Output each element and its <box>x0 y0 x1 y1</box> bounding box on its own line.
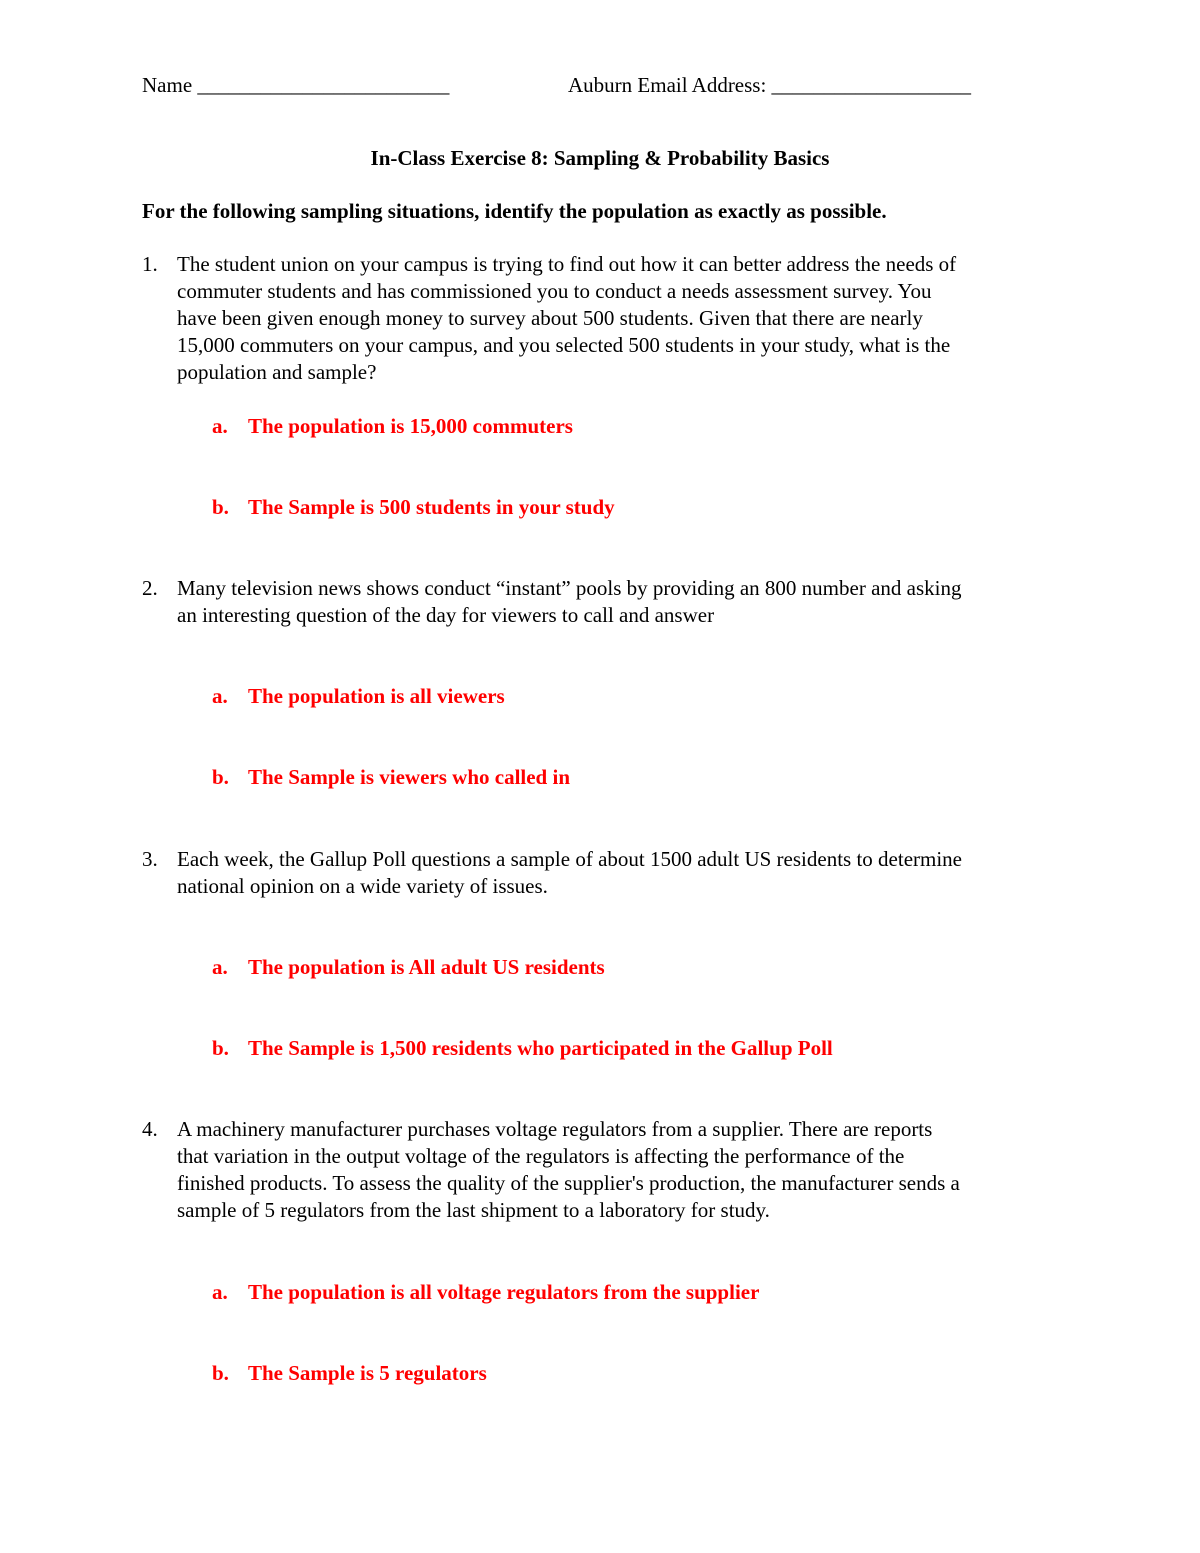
answer-4a <box>212 1279 759 1306</box>
question-text: A machinery manufacturer purchases voltage regulators from a supplier. There are reports that variation in the output voltage of the regulators is affecting the performance of the finished products. To assess the quality of the supplier's production, the manufacturer sends a sample of 5 regulators from the last shipment to a laboratory for study. <box>177 1117 960 1222</box>
question-text: Each week, the Gallup Poll questions a sample of about 1500 adult US residents to determine national opinion on a wide variety of issues. <box>177 847 962 898</box>
answer-4b <box>212 1360 487 1387</box>
question-number: 1. <box>142 252 158 276</box>
answer-text: The Sample is 1,500 residents who participated in the Gallup Poll <box>248 1036 833 1060</box>
answer-2a <box>212 683 505 710</box>
email-field-label: Auburn Email Address: ___________________ <box>568 73 972 97</box>
question-number: 2. <box>142 576 158 600</box>
question-1 <box>142 251 1072 386</box>
name-field-label: Name ________________________ <box>142 73 450 97</box>
answer-text: The population is All adult US residents <box>248 955 605 979</box>
question-3 <box>142 846 1072 900</box>
answer-text: The Sample is 500 students in your study <box>248 495 615 519</box>
question-text: The student union on your campus is trying to find out how it can better address the needs of commuter students and has commissioned you to conduct a needs assessment survey. You have been given enough money to survey about 500 students. Given that there are nearly 15,000 commuters on your campus, and you selected 500 students in your study, what is the population and sample? <box>177 252 957 384</box>
answer-text: The population is all voltage regulators from the supplier <box>248 1280 760 1304</box>
instructions: For the following sampling situations, identify the population as exactly as possible. <box>142 199 887 223</box>
answer-text: The Sample is viewers who called in <box>248 765 571 789</box>
answer-3a <box>212 954 605 981</box>
answer-text: The population is all viewers <box>248 684 505 708</box>
page-title: In-Class Exercise 8: Sampling & Probability Basics <box>370 146 830 170</box>
answer-3b <box>212 1035 833 1062</box>
answer-letter: b. <box>212 765 229 789</box>
answer-letter: a. <box>212 414 228 438</box>
answer-text: The population is 15,000 commuters <box>248 414 573 438</box>
answer-letter: b. <box>212 495 229 519</box>
answer-letter: b. <box>212 1361 229 1385</box>
answer-text: The Sample is 5 regulators <box>248 1361 487 1385</box>
answer-1b <box>212 494 615 521</box>
answer-letter: b. <box>212 1036 229 1060</box>
question-text: Many television news shows conduct “instant” pools by providing an 800 number and asking an interesting question of the day for viewers to call and answer <box>177 576 962 627</box>
answer-2b <box>212 764 570 791</box>
answer-letter: a. <box>212 955 228 979</box>
answer-1a <box>212 413 573 440</box>
question-number: 3. <box>142 847 158 871</box>
question-2 <box>142 575 1072 629</box>
answer-letter: a. <box>212 1280 228 1304</box>
answer-letter: a. <box>212 684 228 708</box>
question-4 <box>142 1116 1072 1224</box>
question-number: 4. <box>142 1117 158 1141</box>
